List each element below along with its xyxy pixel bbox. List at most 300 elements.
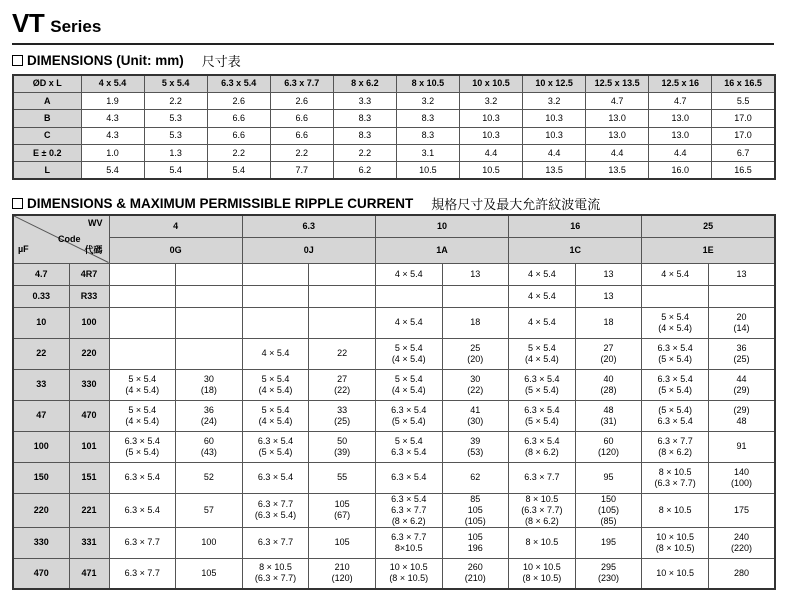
case-size-cell: 6.3 × 7.7 [109,527,176,558]
dimensions-cell: 2.6 [270,92,333,109]
case-size-cell [375,369,442,400]
case-size-line: (6.3 × 5.4) [254,510,297,520]
ripple-current-cell: 13 [708,263,775,285]
section-ripple-title-cjk: 規格尺寸及最大允許紋波電流 [431,198,601,213]
dimensions-cell: 5.3 [144,110,207,127]
dimensions-cell: 13.0 [586,110,649,127]
ripple-current-line: (53) [467,446,484,457]
dimensions-cell: 4.4 [586,145,649,162]
dimensions-cell: 2.2 [270,145,333,162]
case-size-line: (4 × 5.4) [658,322,692,333]
ripple-current-line: 105 [467,531,483,542]
case-size-line: (5 × 5.4) [525,415,559,426]
case-size-line: 5 × 5.4 [661,311,689,322]
ripple-current-table [12,214,776,590]
ripple-current-cell [176,307,243,338]
voltage-header: 16 [509,215,642,237]
ripple-current-line: (28) [600,384,617,395]
case-size-line: 5 × 5.4 [394,342,423,353]
dimensions-cell: 10.5 [459,162,522,179]
ripple-current-line: 48 [736,415,747,426]
case-size-line: (4 × 5.4) [258,415,293,426]
dimensions-column-header: 4 x 5.4 [81,75,144,92]
ripple-current-cell [442,338,509,369]
ripple-row [13,369,775,400]
dimensions-column-header: 6.3 x 7.7 [270,75,333,92]
case-size-cell [375,527,442,558]
case-size-cell [642,431,709,462]
title-divider [12,43,774,45]
dimensions-cell: 4.3 [81,127,144,144]
case-size-cell: 4 × 5.4 [375,307,442,338]
capacitance-label: 4.7 [13,263,69,285]
dimensions-column-header: 10 x 10.5 [459,75,522,92]
ripple-current-cell [442,527,509,558]
case-size-line: (6.3 × 7.7) [254,573,297,584]
case-size-cell [375,400,442,431]
dimensions-column-header: 8 x 10.5 [396,75,459,92]
ripple-current-cell: 52 [176,462,243,493]
ripple-current-line: (29) [733,404,750,415]
case-size-cell [242,263,309,285]
ripple-current-line: 140 [733,466,749,477]
case-size-cell [375,558,442,589]
dimensions-cell: 1.0 [81,145,144,162]
ripple-current-cell: 57 [176,493,243,527]
dimensions-cell: 10.3 [523,127,586,144]
capacitance-code: 331 [69,527,109,558]
dimensions-cell: 13.5 [523,162,586,179]
ripple-current-line: 33 [337,404,348,415]
case-size-cell [642,527,709,558]
ripple-current-cell: 18 [575,307,642,338]
case-size-line: (4 × 5.4) [391,384,426,395]
capacitance-label: 470 [13,558,69,589]
ripple-current-line: (105) [464,515,486,526]
ripple-current-line: 105 [467,504,483,515]
case-size-cell [642,462,709,493]
case-size-line: 6.3 × 5.4 [391,446,427,457]
dimensions-cell: 5.4 [207,162,270,179]
dimensions-cell: 10.5 [396,162,459,179]
ripple-current-cell [309,431,376,462]
ripple-current-line: (43) [200,446,217,457]
ripple-current-line: (67) [334,510,351,520]
page-title [12,8,101,38]
dimensions-cell: 13.0 [649,127,712,144]
case-size-cell [375,493,442,527]
ripple-current-line: (100) [730,477,752,488]
ripple-current-cell [708,338,775,369]
dimensions-cell: 6.6 [270,110,333,127]
case-size-line: (5 × 5.4) [658,404,692,415]
dimensions-cell: 17.0 [712,110,775,127]
ripple-row [13,431,775,462]
ripple-current-line: 48 [603,404,614,415]
case-size-line: (4 × 5.4) [525,353,559,364]
ripple-current-line: (14) [733,322,750,333]
ripple-current-line: 36 [203,404,214,415]
capacitance-label: 10 [13,307,69,338]
case-size-line: (5 × 5.4) [391,415,426,426]
dimensions-row-label: B [13,110,81,127]
ripple-current-cell [575,400,642,431]
dimensions-row [13,145,775,162]
ripple-current-cell: 91 [708,431,775,462]
dimensions-cell: 3.2 [396,92,459,109]
ripple-current-line: 44 [736,373,747,384]
capacitance-code: 471 [69,558,109,589]
dimensions-table [12,74,776,180]
ripple-row [13,400,775,431]
ripple-current-cell [708,285,775,307]
capacitance-label: 220 [13,493,69,527]
ripple-current-line: 25 [470,342,481,353]
ripple-current-cell: 13 [442,263,509,285]
case-size-cell: 8 × 10.5 [509,527,576,558]
ripple-row [13,527,775,558]
ripple-current-cell: 18 [442,307,509,338]
dimensions-cell: 2.2 [144,92,207,109]
checkbox-square-icon [12,198,23,209]
dimensions-cell: 1.3 [144,145,207,162]
dimensions-column-header: 5 x 5.4 [144,75,207,92]
dimensions-column-header: 10 x 12.5 [523,75,586,92]
ripple-current-cell [176,400,243,431]
case-size-line: (6.3 × 7.7) [654,477,696,488]
dimensions-cell: 6.6 [207,110,270,127]
case-size-line: 6.3 × 5.4 [657,415,693,426]
case-size-line: 6.3 × 5.4 [391,404,427,415]
dimensions-row [13,127,775,144]
case-size-line: (6.3 × 7.7) [521,504,563,515]
dimensions-cell: 8.3 [333,110,396,127]
ripple-current-cell: 22 [309,338,376,369]
ripple-current-line: (220) [730,542,752,553]
ripple-current-cell: 13 [575,285,642,307]
dimensions-cell: 13.0 [586,127,649,144]
case-size-line: (5 × 5.4) [258,446,293,457]
ripple-current-cell [176,285,243,307]
ripple-current-cell [708,462,775,493]
case-size-line: (5 × 5.4) [125,446,160,457]
dimensions-cell: 1.9 [81,92,144,109]
ripple-row [13,338,775,369]
case-size-line: (5 × 5.4) [658,384,692,395]
capacitance-code: 220 [69,338,109,369]
dimensions-cell: 10.3 [459,127,522,144]
case-size-cell [509,369,576,400]
case-size-cell [109,369,176,400]
ripple-current-cell: 13 [575,263,642,285]
dimensions-cell: 4.4 [523,145,586,162]
case-size-line: (8 × 10.5) [522,573,562,584]
case-size-cell [642,307,709,338]
case-size-line: (4 × 5.4) [125,384,160,395]
case-size-cell: 4 × 5.4 [509,263,576,285]
ripple-current-cell: 100 [176,527,243,558]
case-size-line: 10 × 10.5 [656,531,694,542]
dimensions-cell: 2.2 [207,145,270,162]
ripple-current-cell [442,493,509,527]
case-size-cell [242,493,309,527]
dimensions-column-header: 8 x 6.2 [333,75,396,92]
ripple-current-cell [708,369,775,400]
ripple-current-line: 41 [470,404,481,415]
ripple-current-cell [575,493,642,527]
case-size-cell [242,400,309,431]
case-size-cell [509,338,576,369]
ripple-current-cell [575,338,642,369]
case-size-line: (8 × 6.2) [391,515,426,526]
dimensions-cell: 13.5 [586,162,649,179]
dimensions-row [13,162,775,179]
voltage-header: 25 [642,215,775,237]
case-size-cell: 6.3 × 5.4 [109,493,176,527]
ripple-current-cell [176,263,243,285]
capacitance-code: 4R7 [69,263,109,285]
ripple-current-cell: 55 [309,462,376,493]
dimensions-cell: 8.3 [396,127,459,144]
ripple-current-line: 39 [470,435,481,446]
voltage-header: 6.3 [242,215,375,237]
ripple-current-line: 30 [203,373,214,384]
case-size-line: (5 × 5.4) [658,353,692,364]
ripple-current-line: (31) [600,415,617,426]
capacitance-code: 100 [69,307,109,338]
dimensions-cell: 4.7 [586,92,649,109]
dimensions-cell: 4.4 [459,145,522,162]
ripple-current-line: 60 [603,435,614,446]
ripple-current-line: (120) [598,446,620,457]
case-size-cell: 4 × 5.4 [509,285,576,307]
section-dimensions-title-cjk: 尺寸表 [201,55,241,70]
case-size-cell [109,338,176,369]
case-size-cell: 4 × 5.4 [375,263,442,285]
ripple-current-line: (29) [733,384,750,395]
case-size-cell: 4 × 5.4 [509,307,576,338]
series-name: VT [12,8,45,38]
dimensions-cell: 6.7 [712,145,775,162]
voltage-code-header: 0J [242,237,375,263]
ripple-current-line: (85) [600,515,617,526]
capacitance-code: 151 [69,462,109,493]
dimensions-row-label: E ± 0.2 [13,145,81,162]
dimensions-cell: 16.0 [649,162,712,179]
ripple-current-line: 105 [334,499,350,509]
case-size-line: 6.3 × 5.4 [524,404,560,415]
dimensions-cell: 2.6 [207,92,270,109]
case-size-line: (8 × 6.2) [525,515,559,526]
case-size-line: 5 × 5.4 [128,373,157,384]
dimensions-cell: 2.2 [333,145,396,162]
dimensions-cell: 5.3 [144,127,207,144]
ripple-current-line: (25) [733,353,750,364]
ripple-current-line: 260 [467,562,483,573]
case-size-cell [242,285,309,307]
case-size-line: 6.3 × 7.7 [257,499,294,509]
case-size-line: 6.3 × 5.4 [524,373,560,384]
ripple-row [13,307,775,338]
voltage-header: 10 [375,215,508,237]
ripple-current-line: 50 [337,435,348,446]
corner-code-cjk-label: 代碼 [84,246,103,256]
case-size-line: 8 × 10.5 [259,562,292,573]
dimensions-cell: 4.4 [649,145,712,162]
ripple-current-line: 196 [467,542,483,553]
case-size-cell: 6.3 × 5.4 [375,462,442,493]
dimensions-cell: 6.6 [207,127,270,144]
dimensions-cell: 13.0 [649,110,712,127]
ripple-current-cell [708,400,775,431]
dimensions-column-header: 12.5 x 13.5 [586,75,649,92]
case-size-cell [375,338,442,369]
capacitance-label: 330 [13,527,69,558]
case-size-cell [642,400,709,431]
ripple-current-line: (120) [331,573,353,584]
case-size-line: (8 × 6.2) [658,446,692,457]
case-size-cell: 10 × 10.5 [642,558,709,589]
ripple-current-cell: 280 [708,558,775,589]
ripple-current-line: 40 [603,373,614,384]
capacitance-label: 33 [13,369,69,400]
ripple-current-cell [708,527,775,558]
ripple-current-cell [442,285,509,307]
voltage-code-header: 1A [375,237,508,263]
case-size-line: 6.3 × 5.4 [257,435,294,446]
capacitance-code: 221 [69,493,109,527]
case-size-cell: 6.3 × 7.7 [242,527,309,558]
case-size-cell [242,307,309,338]
ripple-row [13,462,775,493]
ripple-current-line: (210) [464,573,486,584]
dimensions-cell: 6.6 [270,127,333,144]
case-size-cell [509,558,576,589]
capacitance-label: 22 [13,338,69,369]
case-size-line: 8 × 10.5 [658,466,692,477]
ripple-current-cell [708,307,775,338]
case-size-line: 5 × 5.4 [261,404,290,415]
case-size-line: 8 × 10.5 [525,493,559,504]
ripple-row [13,285,775,307]
dimensions-cell: 5.5 [712,92,775,109]
ripple-current-line: 295 [600,562,617,573]
ripple-row [13,493,775,527]
voltage-header: 4 [109,215,242,237]
capacitance-code: R33 [69,285,109,307]
case-size-cell [109,263,176,285]
case-size-line: 5 × 5.4 [394,373,423,384]
ripple-current-line: 85 [470,493,481,504]
case-size-cell: 6.3 × 5.4 [242,462,309,493]
ripple-current-cell [309,400,376,431]
checkbox-square-icon [12,55,23,66]
ripple-row [13,558,775,589]
corner-uf-label: µF [18,244,29,254]
case-size-cell [109,431,176,462]
ripple-current-line: 210 [334,562,350,573]
section-ripple-title: DIMENSIONS & MAXIMUM PERMISSIBLE RIPPLE CURRENT [27,196,414,211]
ripple-current-line: (39) [334,446,351,457]
case-size-line: 5 × 5.4 [528,342,556,353]
case-size-cell [509,400,576,431]
case-size-cell: 8 × 10.5 [642,493,709,527]
case-size-line: (4 × 5.4) [391,353,426,364]
voltage-code-header: 0G [109,237,242,263]
ripple-current-cell [176,431,243,462]
capacitance-code: 330 [69,369,109,400]
ripple-current-line: (18) [200,384,217,395]
ripple-current-line: (105) [598,504,620,515]
capacitance-code: 470 [69,400,109,431]
case-size-line: 5 × 5.4 [394,435,423,446]
case-size-line: 6.3 × 7.7 [657,435,693,446]
dimensions-row-label: C [13,127,81,144]
case-size-line: (8 × 6.2) [525,446,559,457]
voltage-code-header: 1E [642,237,775,263]
case-size-cell [642,338,709,369]
ripple-current-line: (25) [334,415,351,426]
section-ripple-heading [12,194,600,213]
case-size-cell [109,400,176,431]
code-header-row [13,237,775,263]
dimensions-cell: 3.2 [523,92,586,109]
corner-code-label: Code [58,234,81,244]
case-size-cell: 6.3 × 5.4 [109,462,176,493]
ripple-current-line: 60 [203,435,214,446]
dimensions-cell: 4.7 [649,92,712,109]
case-size-line: 6.3 × 5.4 [524,435,560,446]
capacitance-label: 150 [13,462,69,493]
voltage-header-row [13,215,775,237]
dimensions-cell: 3.2 [459,92,522,109]
ripple-current-cell: 62 [442,462,509,493]
dimensions-row-label: L [13,162,81,179]
case-size-cell: 6.3 × 7.7 [109,558,176,589]
case-size-cell [509,431,576,462]
ripple-current-cell [442,369,509,400]
voltage-code-header: 1C [509,237,642,263]
ripple-current-cell [442,558,509,589]
ripple-current-line: 150 [600,493,617,504]
ripple-current-line: 20 [736,311,747,322]
ripple-current-line: 36 [736,342,747,353]
case-size-line: (8 × 10.5) [389,573,429,584]
case-size-line: 6.3 × 7.7 [391,504,427,515]
case-size-cell [375,431,442,462]
ripple-current-line: 30 [470,373,481,384]
ripple-corner-header [13,215,109,263]
ripple-row [13,263,775,285]
dimensions-cell: 17.0 [712,127,775,144]
ripple-current-line: (22) [467,384,484,395]
case-size-line: 5 × 5.4 [128,404,157,415]
dimensions-column-header: 6.3 x 5.4 [207,75,270,92]
dimensions-column-header: 16 x 16.5 [712,75,775,92]
case-size-line: (4 × 5.4) [125,415,160,426]
case-size-line: 6.3 × 5.4 [124,435,160,446]
case-size-cell [109,285,176,307]
dimensions-cell: 10.3 [523,110,586,127]
case-size-cell: 4 × 5.4 [642,263,709,285]
corner-wv-label: WV [88,218,103,228]
dimensions-corner-label: ØD x L [13,75,81,92]
ripple-current-line: 27 [603,342,614,353]
ripple-current-line: (20) [467,353,484,364]
case-size-line: 10 × 10.5 [523,562,561,573]
case-size-cell [642,285,709,307]
case-size-cell [242,431,309,462]
